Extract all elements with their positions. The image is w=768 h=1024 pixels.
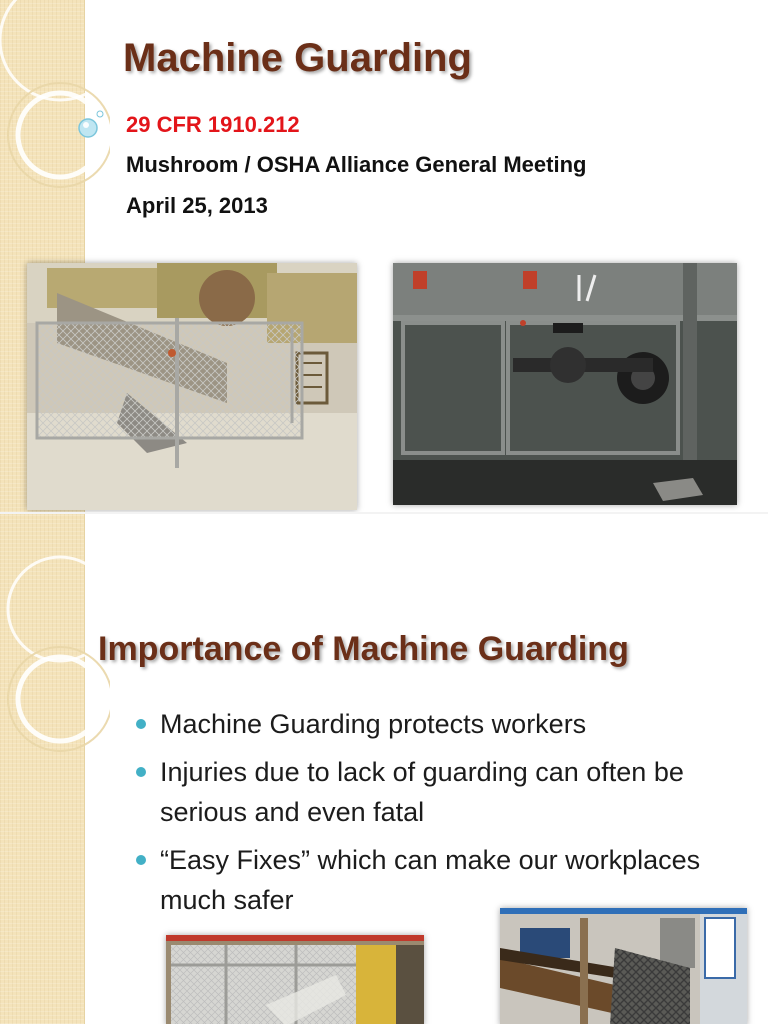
bullet-icon (136, 767, 146, 777)
machine-photo-icon (27, 263, 357, 510)
slide-2 (0, 512, 768, 1024)
bullet-icon (136, 719, 146, 729)
bullet-text: “Easy Fixes” which can make our workplaces much safer (160, 845, 701, 915)
meeting-date: April 25, 2013 (126, 193, 268, 218)
photo-conveyor-mesh-shield (500, 908, 747, 1024)
meeting-name: Mushroom / OSHA Alliance General Meeting (126, 152, 587, 177)
decorative-rings-icon (0, 514, 110, 1024)
photo-conveyor-cage-guard (27, 263, 357, 510)
decorative-strip (0, 514, 85, 1024)
bullet-list (136, 704, 746, 928)
slide-title: Importance of Machine Guarding (98, 630, 629, 668)
bullet-icon (136, 855, 146, 865)
bullet-text: Injuries due to lack of guarding can often be serious and even fatal (160, 757, 684, 827)
machine-photo-icon (500, 908, 747, 1024)
slide-title: Machine Guarding (123, 36, 472, 80)
photo-enclosed-machine-guard (393, 263, 737, 505)
machine-photo-icon (166, 935, 424, 1024)
machine-photo-icon (393, 263, 737, 505)
regulation-code: 29 CFR 1910.212 (126, 112, 300, 137)
bullet-text: Machine Guarding protects workers (160, 709, 587, 739)
list-item (136, 752, 746, 832)
list-item (136, 704, 746, 744)
photo-mesh-guard-yellow-frame (166, 935, 424, 1024)
